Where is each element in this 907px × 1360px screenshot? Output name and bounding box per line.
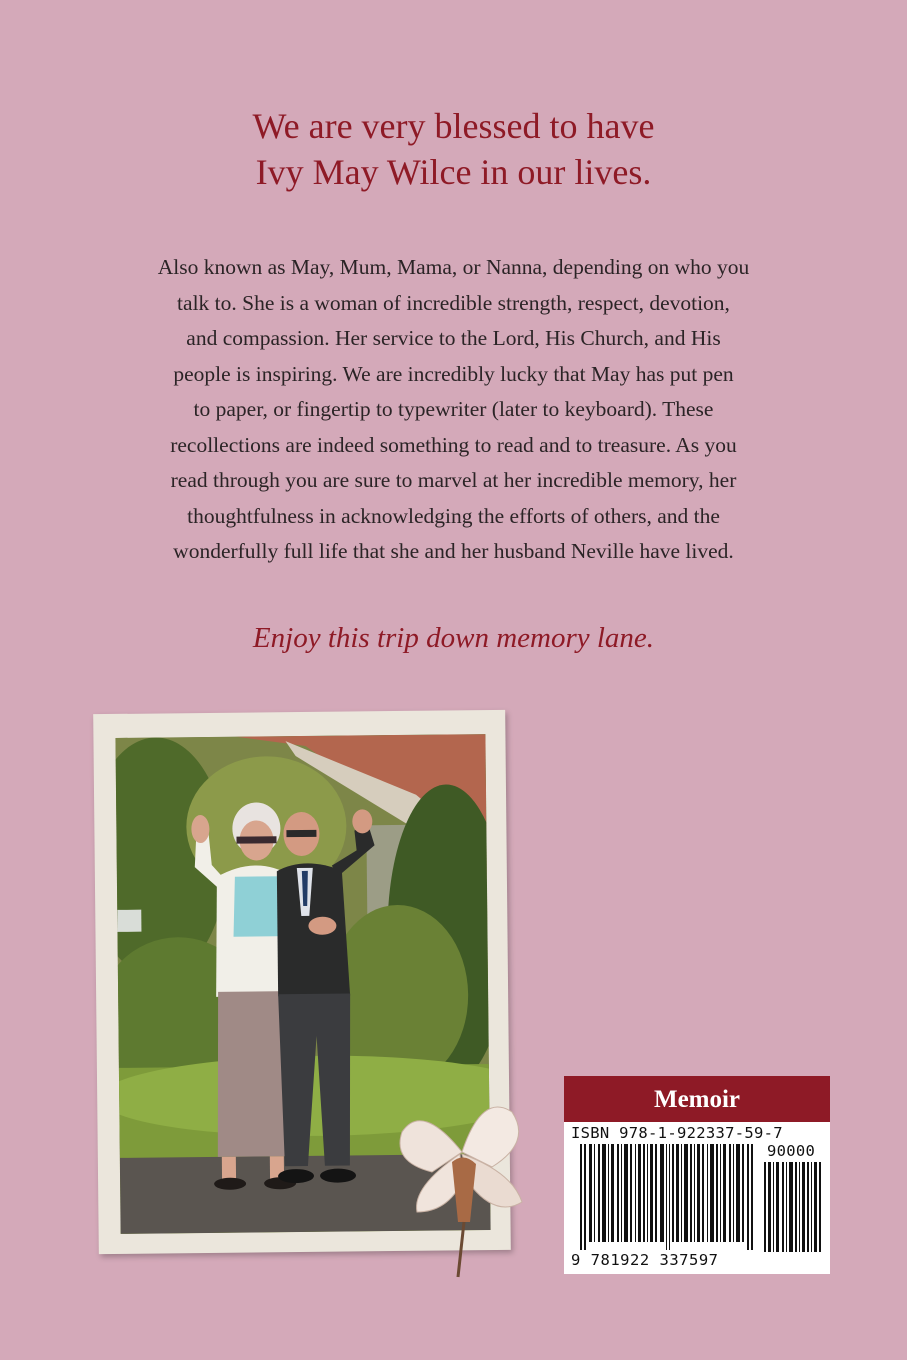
tagline: Enjoy this trip down memory lane. [252,622,655,654]
pressed-flower-illustration [392,1092,532,1282]
blurb-line: thoughtfulness in acknowledging the efforts of others, and the [187,503,720,528]
price-barcode [764,1162,822,1252]
ean-digits: 9 781922 337597 [571,1251,719,1269]
headline-line-1: We are very blessed to have [252,106,655,146]
price-code: 90000 [767,1142,816,1160]
blurb-line: talk to. She is a woman of incredible strength, respect, devotion, [177,290,730,315]
headline [0,103,907,195]
blurb-line: wonderfully full life that she and her husband Neville have lived. [173,539,734,563]
isbn-text: ISBN 978-1-922337-59-7 [571,1124,783,1142]
blurb [100,250,807,570]
blurb-line: to paper, or fingertip to typewriter (later to keyboard). These [193,397,714,421]
genre-label: Memoir [564,1076,830,1122]
blurb-line: people is inspiring. We are incredibly lucky that May has put pen [173,361,734,386]
blurb-line: and compassion. Her service to the Lord, His Church, and His [186,326,721,350]
blurb-line: read through you are sure to marvel at her incredible memory, her [170,468,737,492]
blurb-line: recollections are indeed something to read and to treasure. As you [170,432,737,457]
headline-line-2: Ivy May Wilce in our lives. [255,152,652,192]
blurb-line: Also known as May, Mum, Mama, or Nanna, depending on who you [157,255,750,279]
isbn-barcode [580,1144,758,1250]
barcode-panel [564,1076,830,1274]
